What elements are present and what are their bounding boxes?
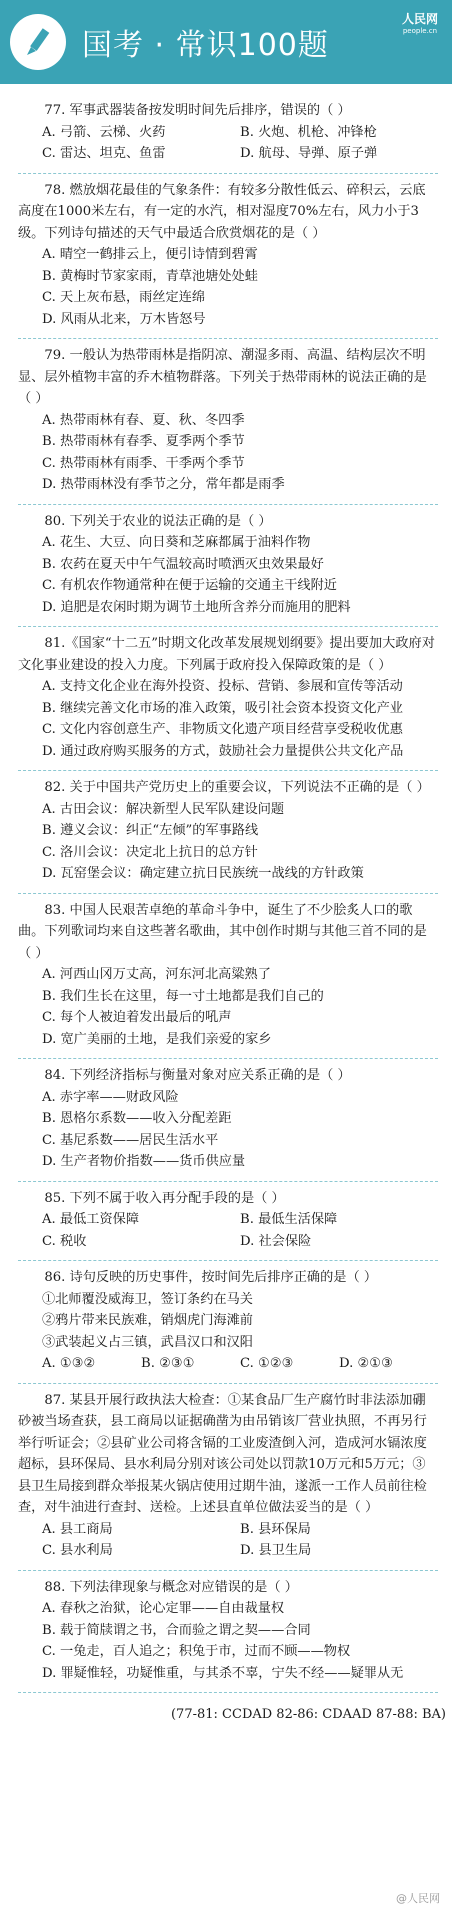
answer-option: A. 支持文化企业在海外投资、投标、营销、参展和宣传等活动 [42, 679, 403, 694]
answer-key: (77-81: CCDAD 82-86: CDAAD 87-88: BA) [170, 1707, 446, 1722]
question-stem: 82. 关于中国共产党历史上的重要会议，下列说法不正确的是（ ） [44, 780, 430, 795]
answer-option: A. 赤字率——财政风险 [42, 1089, 179, 1105]
answer-option: C. 基尼系数——居民生活水平 [42, 1132, 219, 1148]
answer-option: A. 最低工资保障 [42, 1212, 140, 1227]
question-item: ③武装起义占三镇，武昌汉口和汉阳 [42, 1334, 253, 1350]
answer-option: B. ②③① [141, 1356, 195, 1371]
question-item: ①北师覆没威海卫，签订条约在马关 [42, 1291, 253, 1307]
answer-option: C. 洛川会议：决定北上抗日的总方针 [42, 844, 258, 860]
answer-option: C. 税收 [42, 1233, 87, 1249]
answer-option: D. 罪疑惟轻，功疑惟重，与其杀不辜，宁失不经——疑罪从无 [42, 1665, 404, 1681]
answer-option: B. 火炮、机枪、冲锋枪 [240, 124, 377, 140]
answer-option: A. 弓箭、云梯、火药 [42, 124, 166, 140]
answer-option: B. 县环保局 [240, 1521, 311, 1537]
option-row [18, 1519, 438, 1541]
option-row [18, 1209, 438, 1231]
pencil-icon [10, 14, 66, 70]
question-item: ②鸦片带来民族难，销烟虎门海滩前 [42, 1313, 253, 1328]
answer-option: D. 通过政府购买服务的方式，鼓励社会力量提供公共文化产品 [42, 743, 404, 759]
question-stem: 85. 下列不属于收入再分配手段的是（ ） [44, 1190, 285, 1206]
answer-option: C. ①②③ [240, 1356, 294, 1371]
answer-option: B. 我们生长在这里，每一寸土地都是我们自己的 [42, 988, 324, 1004]
option-row [18, 143, 438, 165]
answer-option: D. 风雨从北来，万木皆怒号 [42, 311, 206, 327]
question-block [18, 174, 438, 340]
answer-option: A. 古田会议：解决新型人民军队建设问题 [42, 801, 285, 817]
answer-option: D. 追肥是农闲时期为调节土地所含养分而施用的肥料 [42, 599, 351, 615]
answer-option: D. 瓦窑堡会议：确定建立抗日民族统一战线的方针政策 [42, 866, 364, 881]
answer-option: B. 载于简牍谓之书，合而验之谓之契——合同 [42, 1622, 311, 1638]
question-block [18, 1059, 438, 1182]
answer-option: A. 县工商局 [42, 1521, 113, 1537]
answer-option: A. ①③② [42, 1356, 96, 1371]
option-row [18, 1353, 438, 1375]
question-stem: 86. 诗句反映的历史事件，按时间先后排序正确的是（ ） [44, 1270, 378, 1285]
question-stem: 78. 燃放烟花最佳的气象条件：有较多分散性低云、碎积云，云底高度在1000米左右，有一定的水汽，相对湿度70%左右，风力小于3级。下列诗句描述的天气中最适合欣赏烟花的是（ ） [18, 182, 426, 241]
question-block [18, 894, 438, 1060]
question-stem: 79. 一般认为热带雨林是指阴凉、潮湿多雨、高温、结构层次不明显、层外植物丰富的乔木植物群落。下列关于热带雨林的说法正确的是（ ） [18, 348, 427, 406]
answer-option: B. 恩格尔系数——收入分配差距 [42, 1111, 232, 1126]
answer-option: D. 社会保险 [240, 1233, 312, 1249]
answer-option: A. 春秋之治狱，论心定罪——自由裁量权 [42, 1601, 285, 1616]
answer-option: B. 农药在夏天中午气温较高时喷洒灭虫效果最好 [42, 556, 324, 572]
question-stem: 83. 中国人民艰苦卓绝的革命斗争中，诞生了不少脍炙人口的歌曲。下列歌词均来自这些著名歌曲，其中创作时期与其他三首不同的是（ ） [18, 902, 427, 961]
question-stem: 77. 军事武器装备按发明时间先后排序，错误的（ ） [44, 103, 351, 118]
question-block [18, 1571, 438, 1694]
answer-option: A. 花生、大豆、向日葵和芝麻都属于油料作物 [42, 535, 311, 550]
answer-option: C. 雷达、坦克、鱼雷 [42, 146, 166, 161]
question-block [18, 1261, 438, 1384]
answer-option: B. 黄梅时节家家雨，青草池塘处处蛙 [42, 268, 258, 284]
option-row [18, 1231, 438, 1253]
answer-option: D. 县卫生局 [240, 1543, 312, 1558]
brand-logo [402, 10, 438, 35]
question-block [18, 1384, 438, 1571]
answer-option: B. 最低生活保障 [240, 1212, 338, 1227]
question-block [18, 627, 438, 771]
question-stem: 87. 某县开展行政执法大检查：①某食品厂生产腐竹时非法添加硼砂被当场查获，县工商局以证据确凿为由吊销该厂营业执照，不再另行举行听证会；②县矿业公司将含镉的工业废渣倒入河，造成河水镉浓度超标，县环保局、县水利局分别对该公司处以罚款10万元和5万元；③县卫生局接到群众举报某火锅店使用过期牛油，遂派一工作人员前往检查，对牛油进行查封、送检。上述县直单位做法妥当的是（ ） [18, 1392, 427, 1515]
question-stem: 84. 下列经济指标与衡量对象对应关系正确的是（ ） [44, 1068, 351, 1083]
answer-option: C. 文化内容创意生产、非物质文化遗产项目经营享受税收优惠 [42, 722, 403, 737]
question-block [18, 771, 438, 894]
answer-option: A. 晴空一鹤排云上，便引诗情到碧霄 [42, 247, 258, 262]
question-block [18, 339, 438, 505]
answer-option: D. 生产者物价指数——货币供应量 [42, 1154, 246, 1169]
question-stem: 80. 下列关于农业的说法正确的是（ ） [44, 513, 272, 529]
answer-option: D. 航母、导弹、原子弹 [240, 146, 378, 161]
header-banner [0, 0, 452, 84]
question-list [0, 84, 452, 1693]
page-title: 国考 · 常识100题 [82, 28, 329, 63]
answer-option: C. 热带雨林有雨季、干季两个季节 [42, 455, 245, 471]
answer-option: C. 有机农作物通常种在便于运输的交通主干线附近 [42, 578, 337, 593]
answer-option: A. 河西山冈万丈高，河东河北高粱熟了 [42, 967, 271, 982]
question-stem: 81.《国家“十二五”时期文化改革发展规划纲要》提出要加大政府对文化事业建设的投入力度。下列属于政府投入保障政策的是（ ） [18, 636, 435, 673]
question-block [18, 1182, 438, 1262]
answer-option: B. 遵义会议：纠正“左倾”的军事路线 [42, 823, 259, 838]
answer-option: D. ②①③ [339, 1356, 393, 1371]
answer-option: C. 天上灰布悬，雨丝定连绵 [42, 290, 206, 305]
question-stem: 88. 下列法律现象与概念对应错误的是（ ） [44, 1579, 298, 1595]
question-block [18, 94, 438, 174]
question-block [18, 505, 438, 628]
answer-option: A. 热带雨林有春、夏、秋、冬四季 [42, 412, 245, 428]
option-row [18, 122, 438, 144]
watermark: @人民网 [396, 1892, 440, 1905]
brand-url: people.cn [402, 27, 438, 35]
answer-option: C. 每个人被迫着发出最后的吼声 [42, 1010, 232, 1025]
brand-name: 人民网 [401, 12, 438, 26]
answer-option: D. 热带雨林没有季节之分，常年都是雨季 [42, 477, 285, 492]
answer-option: C. 一兔走，百人追之；积兔于市，过而不顾——物权 [42, 1644, 351, 1659]
answer-option: B. 继续完善文化市场的准入政策，吸引社会资本投资文化产业 [42, 700, 403, 716]
answer-option: C. 县水利局 [42, 1543, 113, 1558]
option-row [18, 1540, 438, 1562]
answer-option: D. 宽广美丽的土地，是我们亲爱的家乡 [42, 1031, 272, 1047]
answer-option: B. 热带雨林有春季、夏季两个季节 [42, 434, 245, 449]
